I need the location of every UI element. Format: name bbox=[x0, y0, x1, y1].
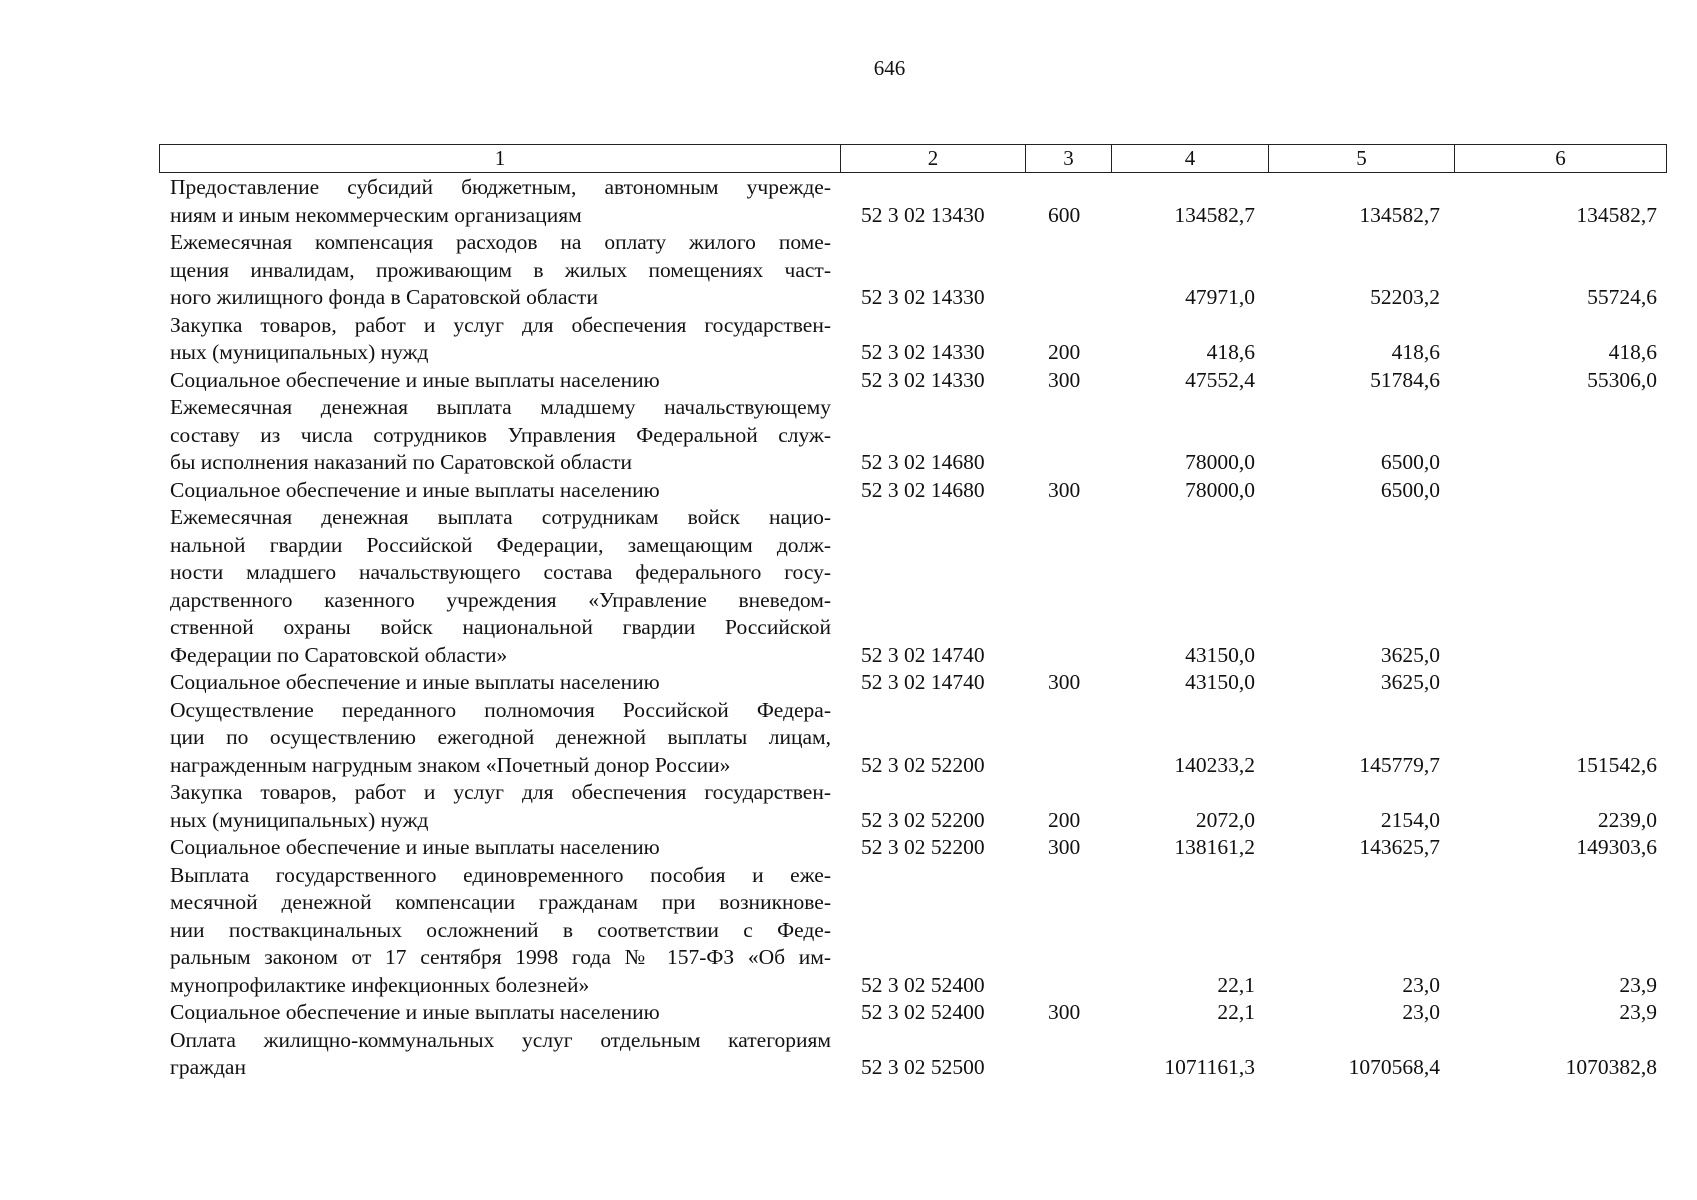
row-value-6-text: 55724,6 bbox=[1587, 285, 1657, 309]
row-value-5-text: 51784,6 bbox=[1370, 367, 1440, 392]
row-code-text: 52 3 02 52200 bbox=[861, 807, 985, 832]
row-value-6 bbox=[1451, 999, 1668, 1027]
row-value-5-text: 23,0 bbox=[1402, 972, 1440, 997]
row-name-line: нальной гвардии Российской Федерации, замещающим долж- bbox=[170, 532, 831, 557]
row-name-line: бы исполнения наказаний по Саратовской области bbox=[170, 450, 633, 474]
table-row bbox=[159, 862, 1668, 1000]
row-code bbox=[839, 504, 1025, 669]
row-value-6 bbox=[1451, 312, 1668, 367]
row-name-line: ральным законом от 17 сентября 1998 года № 157-ФЗ «Об им- bbox=[170, 945, 831, 969]
row-value-4 bbox=[1110, 669, 1266, 697]
row-value-4 bbox=[1110, 174, 1266, 229]
row-name-line: Предоставление субсидий бюджетным, автономным учрежде- bbox=[170, 175, 831, 199]
row-type bbox=[1025, 1027, 1110, 1082]
row-value-6 bbox=[1451, 367, 1668, 395]
table-row bbox=[159, 312, 1668, 367]
row-name-line: ности младшего начальствующего состава федерального госу- bbox=[170, 560, 831, 584]
row-value-4 bbox=[1110, 1027, 1266, 1082]
header-col-4: 4 bbox=[1112, 145, 1269, 173]
row-code-text: 52 3 02 52500 bbox=[861, 1055, 985, 1079]
header-col-3: 3 bbox=[1026, 145, 1112, 173]
row-value-5 bbox=[1266, 394, 1451, 477]
row-value-5 bbox=[1266, 999, 1451, 1027]
row-value-5 bbox=[1266, 312, 1451, 367]
row-value-5 bbox=[1266, 367, 1451, 395]
table-row bbox=[159, 174, 1668, 229]
row-value-5-text: 1070568,4 bbox=[1348, 1055, 1440, 1079]
row-name-line: мунопрофилактике инфекционных болезней» bbox=[170, 972, 590, 997]
row-value-5-text: 6500,0 bbox=[1380, 477, 1440, 502]
row-name-line: Ежемесячная денежная выплата младшему начальствующему bbox=[170, 395, 831, 419]
row-name bbox=[159, 229, 839, 312]
row-value-5 bbox=[1266, 669, 1451, 697]
row-name bbox=[159, 477, 839, 505]
row-type bbox=[1025, 174, 1110, 229]
row-code bbox=[839, 174, 1025, 229]
row-value-6 bbox=[1451, 862, 1668, 1000]
row-code bbox=[839, 779, 1025, 834]
row-code bbox=[839, 394, 1025, 477]
row-name bbox=[159, 999, 839, 1027]
row-value-6 bbox=[1451, 779, 1668, 834]
row-name-line: Ежемесячная компенсация расходов на оплату жилого поме- bbox=[170, 230, 831, 254]
row-value-6-text: 55306,0 bbox=[1587, 367, 1657, 392]
table-row bbox=[159, 477, 1668, 505]
row-name bbox=[159, 697, 839, 780]
row-name-line: Социальное обеспечение и иные выплаты населению bbox=[170, 670, 660, 694]
row-value-5-text: 3625,0 bbox=[1380, 642, 1440, 667]
row-value-4-text: 43150,0 bbox=[1185, 642, 1255, 667]
row-value-4 bbox=[1110, 862, 1266, 1000]
row-value-6 bbox=[1451, 834, 1668, 862]
row-type bbox=[1025, 834, 1110, 862]
row-value-6-text: 1070382,8 bbox=[1565, 1055, 1657, 1079]
row-value-5 bbox=[1266, 779, 1451, 834]
row-name-line: Социальное обеспечение и иные выплаты населению bbox=[170, 835, 660, 859]
row-code bbox=[839, 1027, 1025, 1082]
row-type bbox=[1025, 312, 1110, 367]
row-name-line: Выплата государственного единовременного пособия и еже- bbox=[170, 862, 831, 887]
row-value-4-text: 78000,0 bbox=[1185, 450, 1255, 474]
row-code bbox=[839, 477, 1025, 505]
row-name-line: ных (муниципальных) нужд bbox=[170, 340, 429, 364]
row-type bbox=[1025, 697, 1110, 780]
row-code bbox=[839, 697, 1025, 780]
row-value-6 bbox=[1451, 669, 1668, 697]
row-value-6-text: 151542,6 bbox=[1576, 752, 1657, 777]
row-type bbox=[1025, 367, 1110, 395]
row-name-line: Осуществление переданного полномочия Российской Федера- bbox=[170, 697, 831, 722]
row-type-text: 200 bbox=[1048, 340, 1081, 364]
row-value-5 bbox=[1266, 504, 1451, 669]
row-name-line: дарственного казенного учреждения «Управление вневедом- bbox=[170, 587, 831, 612]
table-body bbox=[159, 174, 1668, 1082]
row-code-text: 52 3 02 14740 bbox=[861, 642, 985, 667]
row-code bbox=[839, 669, 1025, 697]
row-value-6 bbox=[1451, 174, 1668, 229]
row-code-text: 52 3 02 14330 bbox=[861, 367, 985, 392]
table-row bbox=[159, 999, 1668, 1027]
row-code-text: 52 3 02 52400 bbox=[861, 972, 985, 997]
row-type bbox=[1025, 504, 1110, 669]
row-value-4-text: 22,1 bbox=[1217, 972, 1255, 997]
row-value-4 bbox=[1110, 779, 1266, 834]
row-name bbox=[159, 312, 839, 367]
table-row bbox=[159, 834, 1668, 862]
row-type bbox=[1025, 394, 1110, 477]
row-value-4 bbox=[1110, 367, 1266, 395]
row-value-6 bbox=[1451, 1027, 1668, 1082]
row-name-line: ных (муниципальных) нужд bbox=[170, 807, 429, 832]
row-name-line: щения инвалидам, проживающим в жилых помещениях част- bbox=[170, 257, 831, 282]
header-col-2: 2 bbox=[841, 145, 1026, 173]
row-type-text: 200 bbox=[1048, 807, 1081, 832]
row-code-text: 52 3 02 14680 bbox=[861, 477, 985, 502]
row-type-text: 300 bbox=[1048, 835, 1081, 859]
row-value-4 bbox=[1110, 504, 1266, 669]
row-type bbox=[1025, 669, 1110, 697]
row-value-4-text: 47552,4 bbox=[1185, 367, 1255, 392]
header-row bbox=[160, 145, 1667, 173]
row-value-6 bbox=[1451, 504, 1668, 669]
row-value-5 bbox=[1266, 834, 1451, 862]
row-code bbox=[839, 312, 1025, 367]
table-row bbox=[159, 394, 1668, 477]
row-value-6 bbox=[1451, 697, 1668, 780]
row-code-text: 52 3 02 14330 bbox=[861, 340, 985, 364]
row-value-6-text: 23,9 bbox=[1619, 972, 1657, 997]
table-header bbox=[159, 144, 1667, 173]
row-code-text: 52 3 02 52200 bbox=[861, 752, 985, 777]
header-col-1: 1 bbox=[160, 145, 841, 173]
header-col-6: 6 bbox=[1455, 145, 1667, 173]
table-row bbox=[159, 697, 1668, 780]
row-name bbox=[159, 394, 839, 477]
row-value-5-text: 52203,2 bbox=[1370, 285, 1440, 309]
row-value-4-text: 43150,0 bbox=[1185, 670, 1255, 694]
row-name bbox=[159, 367, 839, 395]
row-value-6 bbox=[1451, 477, 1668, 505]
row-value-5 bbox=[1266, 229, 1451, 312]
row-value-4-text: 2072,0 bbox=[1195, 807, 1255, 832]
row-code bbox=[839, 367, 1025, 395]
row-value-4-text: 47971,0 bbox=[1185, 285, 1255, 309]
row-code-text: 52 3 02 14330 bbox=[861, 285, 985, 309]
row-value-5 bbox=[1266, 477, 1451, 505]
row-type bbox=[1025, 779, 1110, 834]
row-value-4-text: 1071161,3 bbox=[1164, 1055, 1255, 1079]
row-name-line: Социальное обеспечение и иные выплаты населению bbox=[170, 367, 660, 392]
row-value-5-text: 143625,7 bbox=[1359, 835, 1440, 859]
row-name-line: месячной денежной компенсации гражданам при возникнове- bbox=[170, 890, 831, 914]
row-code-text: 52 3 02 14740 bbox=[861, 670, 985, 694]
row-value-5-text: 134582,7 bbox=[1359, 202, 1440, 227]
table-row bbox=[159, 229, 1668, 312]
table-row bbox=[159, 669, 1668, 697]
row-value-5-text: 418,6 bbox=[1391, 340, 1440, 364]
row-value-6-text: 134582,7 bbox=[1576, 202, 1657, 227]
row-value-5-text: 3625,0 bbox=[1380, 670, 1440, 694]
row-name bbox=[159, 174, 839, 229]
row-code-text: 52 3 02 14680 bbox=[861, 450, 985, 474]
row-type bbox=[1025, 477, 1110, 505]
row-value-5-text: 23,0 bbox=[1402, 1000, 1440, 1024]
table-row bbox=[159, 1027, 1668, 1082]
row-value-5 bbox=[1266, 174, 1451, 229]
row-name-line: Социальное обеспечение и иные выплаты населению bbox=[170, 477, 660, 502]
row-value-5 bbox=[1266, 1027, 1451, 1082]
row-value-4-text: 78000,0 bbox=[1185, 477, 1255, 502]
row-name-line: ниям и иным некоммерческим организациям bbox=[170, 202, 582, 227]
row-name-line: Оплата жилищно-коммунальных услуг отдельным категориям bbox=[170, 1027, 831, 1052]
row-name bbox=[159, 779, 839, 834]
page-number: 646 bbox=[873, 56, 906, 80]
row-type bbox=[1025, 229, 1110, 312]
row-value-4-text: 22,1 bbox=[1217, 1000, 1255, 1024]
row-code-text: 52 3 02 13430 bbox=[861, 202, 985, 227]
row-value-4-text: 140233,2 bbox=[1174, 752, 1255, 777]
row-value-4 bbox=[1110, 999, 1266, 1027]
row-code-text: 52 3 02 52400 bbox=[861, 1000, 985, 1024]
row-name bbox=[159, 1027, 839, 1082]
row-name-line: Закупка товаров, работ и услуг для обеспечения государствен- bbox=[170, 312, 831, 337]
row-name-line: составу из числа сотрудников Управления Федеральной служ- bbox=[170, 422, 831, 447]
row-code bbox=[839, 999, 1025, 1027]
row-name-line: Закупка товаров, работ и услуг для обеспечения государствен- bbox=[170, 780, 831, 804]
row-code bbox=[839, 834, 1025, 862]
table-row bbox=[159, 504, 1668, 669]
row-value-5-text: 2154,0 bbox=[1380, 807, 1440, 832]
row-code bbox=[839, 229, 1025, 312]
row-name-line: ции по осуществлению ежегодной денежной выплаты лицам, bbox=[170, 725, 831, 749]
row-value-6-text: 418,6 bbox=[1608, 340, 1657, 364]
row-name-line: ственной охраны войск национальной гвардии Российской bbox=[170, 615, 831, 639]
row-value-4-text: 418,6 bbox=[1206, 340, 1255, 364]
table-row bbox=[159, 779, 1668, 834]
header-col-5: 5 bbox=[1269, 145, 1455, 173]
row-value-6 bbox=[1451, 229, 1668, 312]
row-type bbox=[1025, 862, 1110, 1000]
row-value-4 bbox=[1110, 697, 1266, 780]
row-value-4 bbox=[1110, 834, 1266, 862]
row-value-5 bbox=[1266, 697, 1451, 780]
row-value-5-text: 6500,0 bbox=[1380, 450, 1440, 474]
row-name-line: награжденным нагрудным знаком «Почетный донор России» bbox=[170, 752, 731, 777]
row-value-4 bbox=[1110, 312, 1266, 367]
row-code-text: 52 3 02 52200 bbox=[861, 835, 985, 859]
row-name-line: Социальное обеспечение и иные выплаты населению bbox=[170, 1000, 660, 1024]
row-name-line: Федерации по Саратовской области» bbox=[170, 642, 508, 667]
row-value-4-text: 138161,2 bbox=[1174, 835, 1255, 859]
row-value-4-text: 134582,7 bbox=[1174, 202, 1255, 227]
row-name-line: граждан bbox=[170, 1055, 246, 1079]
row-type-text: 300 bbox=[1048, 477, 1081, 502]
row-name bbox=[159, 669, 839, 697]
row-type-text: 300 bbox=[1048, 1000, 1081, 1024]
row-name bbox=[159, 862, 839, 1000]
row-type-text: 300 bbox=[1048, 670, 1081, 694]
row-name-line: Ежемесячная денежная выплата сотрудникам войск нацио- bbox=[170, 505, 831, 529]
row-name-line: нии поствакцинальных осложнений в соответствии с Феде- bbox=[170, 917, 831, 942]
row-value-4 bbox=[1110, 394, 1266, 477]
row-value-4 bbox=[1110, 229, 1266, 312]
table-row bbox=[159, 367, 1668, 395]
row-name-line: ного жилищного фонда в Саратовской области bbox=[170, 285, 598, 309]
row-type-text: 300 bbox=[1048, 367, 1081, 392]
row-value-4 bbox=[1110, 477, 1266, 505]
row-value-5 bbox=[1266, 862, 1451, 1000]
row-name bbox=[159, 834, 839, 862]
row-value-6 bbox=[1451, 394, 1668, 477]
row-value-6-text: 2239,0 bbox=[1597, 807, 1657, 832]
row-type bbox=[1025, 999, 1110, 1027]
row-value-5-text: 145779,7 bbox=[1359, 752, 1440, 777]
row-name bbox=[159, 504, 839, 669]
row-value-6-text: 23,9 bbox=[1619, 1000, 1657, 1024]
row-code bbox=[839, 862, 1025, 1000]
row-value-6-text: 149303,6 bbox=[1576, 835, 1657, 859]
row-type-text: 600 bbox=[1048, 202, 1081, 227]
